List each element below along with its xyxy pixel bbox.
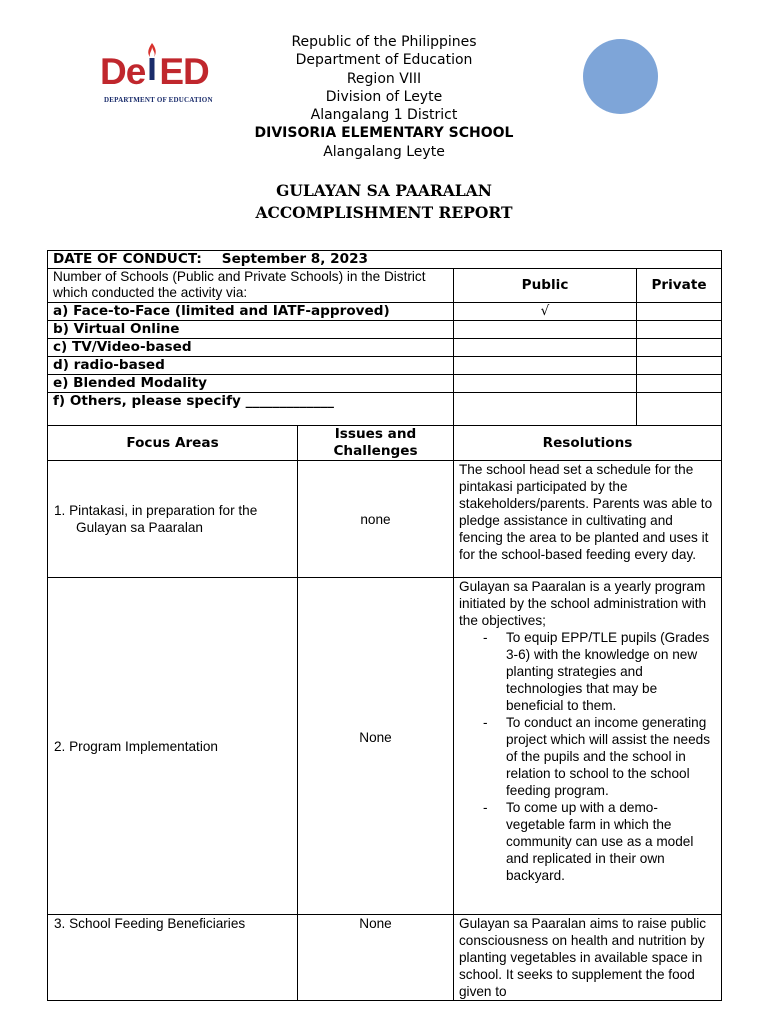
header-line: Republic of the Philippines <box>291 34 477 50</box>
private-cell <box>637 321 722 339</box>
col-issues: Issues and Challenges <box>298 426 454 461</box>
public-cell <box>454 375 637 393</box>
resolution-cell <box>454 578 722 915</box>
public-cell <box>454 339 637 357</box>
logo-subtitle: DEPARTMENT OF EDUCATION <box>104 96 213 104</box>
modality-table <box>47 250 722 426</box>
letterhead <box>0 33 768 161</box>
modality-question: Number of Schools (Public and Private Schools) in the District which conducted the activity via: <box>48 269 454 303</box>
objective-item: - To equip EPP/TLE pupils (Grades 3-6) with the knowledge on new planting strategies and technologies that may be beneficial to them. <box>459 629 716 714</box>
header-line: Region VIII <box>346 70 422 87</box>
issue-cell: none <box>298 461 454 578</box>
private-cell <box>637 375 722 393</box>
modality-row-label: a) Face-to-Face (limited and IATF-approved) <box>48 303 454 321</box>
private-cell <box>637 357 722 375</box>
resolution-intro: Gulayan sa Paaralan is a yearly program initiated by the school administration with the objectives; <box>459 579 707 628</box>
modality-row-label: d) radio-based <box>48 357 454 375</box>
col-focus-areas: Focus Areas <box>48 426 298 461</box>
modality-row-label: b) Virtual Online <box>48 321 454 339</box>
private-cell <box>637 339 722 357</box>
focus-text: 1. Pintakasi, in preparation for the <box>54 503 258 518</box>
school-location: Alangalang Leyte <box>323 143 445 160</box>
focus-area-cell: 3. School Feeding Beneficiaries <box>48 915 298 1001</box>
public-cell <box>454 393 637 426</box>
date-of-conduct: DATE OF CONDUCT: September 8, 2023 <box>48 251 722 269</box>
resolution-cell: The school head set a schedule for the pintakasi participated by the stakeholders/parents. Parents was able to pledge assistance in cultivating and fencing the area to be planted and uses it for the school-based feeding every day. <box>454 461 722 578</box>
public-cell <box>454 321 637 339</box>
objective-item: - To conduct an income generating project which will assist the needs of the pupils and the school in relation to school to the school feeding program. <box>459 714 716 799</box>
school-name: DIVISORIA ELEMENTARY SCHOOL <box>254 125 514 142</box>
header-line: Division of Leyte <box>325 88 443 105</box>
public-check-cell: √ <box>454 303 637 321</box>
logo-wordmark: De ED <box>100 51 209 92</box>
modality-row-label: f) Others, please specify _____________ <box>48 393 454 426</box>
title-line: GULAYAN SA PAARALAN <box>276 181 492 200</box>
public-cell <box>454 357 637 375</box>
private-cell <box>637 303 722 321</box>
focus-area-cell <box>48 461 298 578</box>
resolution-cell: Gulayan sa Paaralan aims to raise public consciousness on health and nutrition by planting vegetables in available space in school. It seeks to supplement the food given to <box>454 915 722 1001</box>
private-cell <box>637 393 722 426</box>
col-resolutions: Resolutions <box>454 426 722 461</box>
issue-cell: None <box>298 578 454 915</box>
objectives-list <box>459 629 716 884</box>
modality-row-label: e) Blended Modality <box>48 375 454 393</box>
focus-area-cell: 2. Program Implementation <box>48 578 298 915</box>
header-line: Alangalang 1 District <box>310 107 458 124</box>
report-title <box>0 180 768 224</box>
focus-areas-table <box>47 425 722 1001</box>
focus-text: Gulayan sa Paaralan <box>76 520 203 535</box>
col-private: Private <box>637 269 722 303</box>
col-public: Public <box>454 269 637 303</box>
objective-item: - To come up with a demo-vegetable farm in which the community can use as a model and replicated in their own backyard. <box>459 799 716 884</box>
modality-row-label: c) TV/Video-based <box>48 339 454 357</box>
issue-cell: None <box>298 915 454 1001</box>
title-line: ACCOMPLISHMENT REPORT <box>255 203 513 222</box>
header-line: Department of Education <box>295 52 473 69</box>
